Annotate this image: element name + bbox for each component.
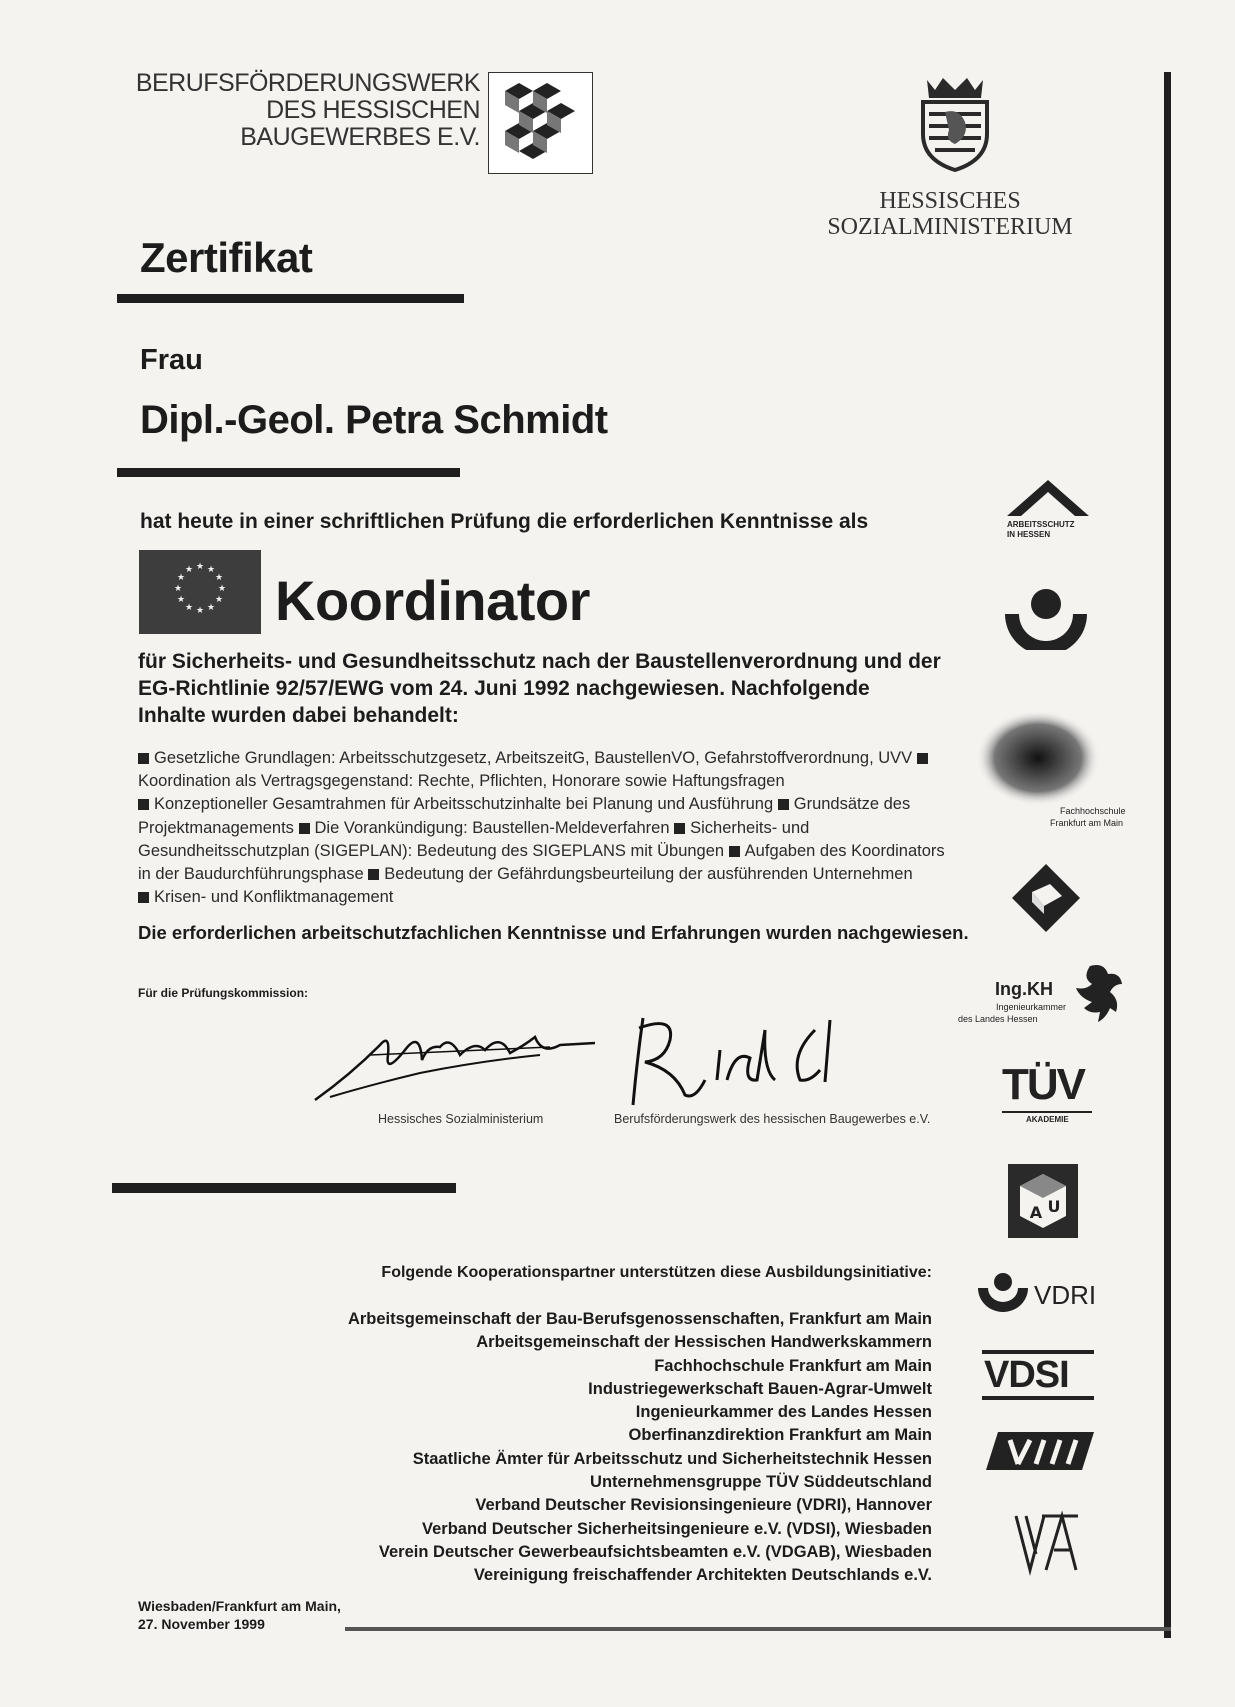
vdgab-logo	[984, 1428, 1096, 1474]
partner-item: Arbeitsgemeinschaft der Bau-Berufsgenossenschaften, Frankfurt am Main	[347, 1310, 932, 1328]
tuev-akademie-logo	[998, 1060, 1098, 1130]
partners-list	[300, 1308, 932, 1588]
vdri-logo	[978, 1272, 1098, 1312]
svg-text:★: ★	[195, 606, 205, 616]
partner-item: Industriegewerkschaft Bauen-Agrar-Umwelt	[588, 1379, 932, 1398]
vdsi-bottom-bar	[982, 1396, 1094, 1400]
ministry-line: SOZIALMINISTERIUM	[827, 214, 1073, 240]
svg-text:★: ★	[195, 562, 205, 572]
svg-text:★: ★	[184, 565, 194, 575]
bau-logo	[1006, 1162, 1080, 1240]
partner-item: Vereinigung freischaffender Architekten Deutschlands e.V.	[473, 1566, 932, 1585]
logo-text: Ingenieurkammer	[996, 1002, 1067, 1012]
logo-text: des Landes Hessen	[958, 1014, 1038, 1024]
role-title: Koordinator	[275, 569, 590, 632]
issuer-name	[130, 70, 480, 151]
partner-item: Staatliche Ämter für Arbeitsschutz und Sicherheitstechnik Hessen	[412, 1449, 932, 1468]
fachhochschule-logo	[978, 708, 1138, 838]
commission-label: Für die Prüfungskommission:	[138, 986, 309, 1000]
issuer-cubes-logo	[488, 72, 593, 174]
svg-text:★: ★	[206, 603, 216, 613]
topic-item: Konzeptioneller Gesamtrahmen für Arbeitsschutzinhalte bei Planung und Ausführung	[154, 795, 774, 814]
topic-item: Koordination als Vertragsgegenstand: Rechte, Pflichten, Honorare sowie Haftungsfragen	[138, 772, 785, 791]
recipient-name: Dipl.-Geol. Petra Schmidt	[140, 398, 608, 442]
svg-text:★: ★	[214, 595, 224, 605]
conclusion-text: Die erforderlichen arbeitschutzfachlichen Kenntnisse und Erfahrungen wurden nachgewiesen.	[138, 922, 969, 943]
description	[138, 648, 958, 729]
partner-item: Oberfinanzdirektion Frankfurt am Main	[628, 1426, 932, 1445]
vfa-logo	[1012, 1510, 1082, 1576]
topic-item: Sicherheits- und Gesundheitsschutzplan (SIGEPLAN): Bedeutung des SIGEPLANS mit Übungen	[138, 818, 810, 860]
signature-left-label: Hessisches Sozialministerium	[378, 1112, 544, 1126]
name-underline	[117, 468, 460, 477]
logo-text: Frankfurt am Main	[1050, 818, 1124, 828]
svg-text:★: ★	[173, 584, 183, 594]
description-line: Inhalte wurden dabei behandelt:	[138, 704, 459, 727]
bullet-square-icon	[729, 846, 740, 857]
ministry-name	[800, 188, 1100, 240]
topic-item: Grundsätze des Projektmanagements	[138, 795, 911, 837]
frame-bottom-line	[345, 1627, 1171, 1631]
bullet-square-icon	[917, 753, 928, 764]
signature-right-label: Berufsförderungswerk des hessischen Baugewerbes e.V.	[614, 1112, 931, 1126]
arbeitsschutz-logo	[1003, 478, 1093, 544]
vdsi-logo	[982, 1350, 1094, 1398]
bullet-square-icon	[138, 753, 149, 764]
logo-text: Fachhochschule	[1060, 806, 1126, 816]
svg-text:A: A	[1029, 1203, 1043, 1222]
partners-heading: Folgende Kooperationspartner unterstützen diese Ausbildungsinitiative:	[381, 1264, 932, 1281]
bullet-square-icon	[674, 823, 685, 834]
frame-right-line	[1164, 72, 1171, 1638]
place-date	[138, 1597, 341, 1633]
bullet-square-icon	[778, 799, 789, 810]
place: Wiesbaden/Frankfurt am Main,	[138, 1598, 341, 1614]
topic-item: Bedeutung der Gefährdungsbeurteilung der ausführenden Unternehmen	[384, 865, 913, 884]
svg-text:★: ★	[214, 573, 224, 583]
topic-item: Die Vorankündigung: Baustellen-Meldeverfahren	[314, 818, 670, 837]
cube-partner-logo	[1010, 862, 1082, 934]
topic-item: Krisen- und Konfliktmanagement	[154, 888, 394, 907]
ministry-line: HESSISCHES	[879, 188, 1021, 214]
partner-item: Verein Deutscher Gewerbeaufsichtsbeamten e.V. (VDGAB), Wiesbaden	[378, 1542, 932, 1561]
svg-text:★: ★	[217, 584, 227, 594]
partner-item: Verband Deutscher Revisionsingenieure (VDRI), Hannover	[475, 1496, 932, 1515]
partner-item: Unternehmensgruppe TÜV Süddeutschland	[590, 1473, 932, 1492]
issuer-line: DES HESSISCHEN	[266, 96, 480, 124]
svg-text:★: ★	[176, 595, 186, 605]
logo-text: VDSI	[984, 1354, 1069, 1396]
certificate-title: Zertifikat	[140, 234, 313, 281]
topic-item: Aufgaben des Koordinators in der Baudurchführungsphase	[138, 841, 945, 884]
date: 27. November 1999	[138, 1616, 265, 1632]
signature-right	[625, 1010, 855, 1110]
lion-icon	[1070, 962, 1128, 1026]
bullet-square-icon	[138, 799, 149, 810]
eu-flag-icon	[139, 550, 261, 634]
bullet-square-icon	[138, 892, 149, 903]
salutation: Frau	[140, 344, 203, 376]
bg-circle-logo	[1003, 588, 1089, 650]
svg-text:U: U	[1047, 1197, 1061, 1216]
partner-item: Arbeitsgemeinschaft der Hessischen Handwerkskammern	[476, 1333, 932, 1352]
signature-left	[310, 1015, 610, 1105]
svg-text:★: ★	[176, 573, 186, 583]
description-line: für Sicherheits- und Gesundheitsschutz nach der Baustellenverordnung und der	[138, 650, 941, 673]
partner-item: Verband Deutscher Sicherheitsingenieure e.V. (VDSI), Wiesbaden	[422, 1519, 932, 1538]
logo-text: TÜV	[1002, 1060, 1084, 1109]
issuer-line: BAUGEWERBES E.V.	[240, 123, 480, 151]
svg-text:★: ★	[184, 603, 194, 613]
logo-text: Ing.KH	[995, 979, 1053, 999]
hessen-crest-icon	[915, 72, 995, 172]
bullet-square-icon	[368, 869, 379, 880]
ingenieurkammer-logo	[958, 962, 1128, 1032]
svg-text:★: ★	[206, 565, 216, 575]
logo-text: VDRI	[1034, 1280, 1097, 1310]
title-underline	[117, 294, 464, 303]
intro-text: hat heute in einer schriftlichen Prüfung die erforderlichen Kenntnisse als	[140, 510, 869, 533]
partner-item: Fachhochschule Frankfurt am Main	[654, 1356, 932, 1375]
topic-item: Gesetzliche Grundlagen: Arbeitsschutzgesetz, ArbeitszeitG, BaustellenVO, Gefahrstoffverordnung, UVV	[154, 749, 913, 767]
topics-list	[138, 747, 958, 909]
logo-text: IN HESSEN	[1007, 530, 1051, 539]
partner-item: Ingenieurkammer des Landes Hessen	[635, 1403, 932, 1422]
logo-text: ARBEITSSCHUTZ	[1007, 520, 1075, 529]
bullet-square-icon	[299, 823, 310, 834]
section-divider	[112, 1183, 456, 1193]
issuer-line: BERUFSFÖRDERUNGSWERK	[135, 69, 480, 97]
logo-text: AKADEMIE	[1026, 1115, 1069, 1124]
description-line: EG-Richtlinie 92/57/EWG vom 24. Juni 1992 nachgewiesen. Nachfolgende	[138, 677, 870, 700]
tuev-underline	[1002, 1111, 1092, 1113]
